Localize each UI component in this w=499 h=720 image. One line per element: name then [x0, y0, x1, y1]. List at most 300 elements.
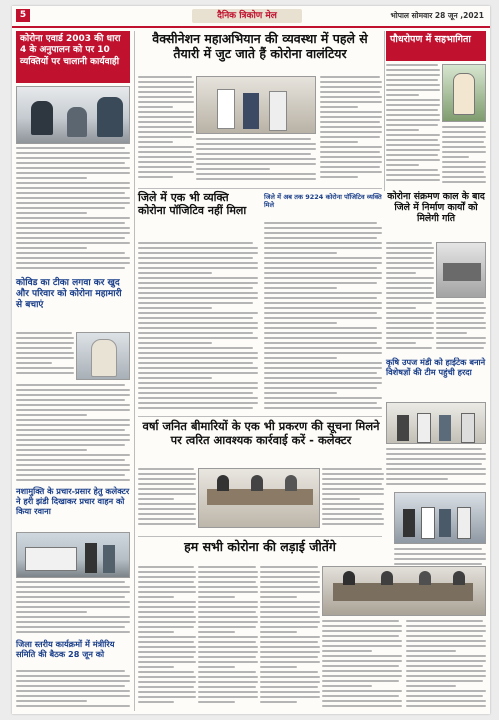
text-line	[386, 154, 438, 156]
text-line	[264, 372, 377, 374]
story-11-body-column-3	[260, 566, 320, 710]
text-line	[320, 106, 358, 108]
text-line	[386, 164, 419, 166]
text-line	[16, 434, 130, 436]
text-line	[264, 267, 377, 269]
text-line	[386, 342, 416, 344]
story-8-body	[386, 448, 486, 488]
text-line	[260, 626, 318, 628]
text-line	[196, 148, 316, 150]
story-2-photo-1	[196, 76, 316, 134]
text-line	[264, 387, 377, 389]
text-line	[386, 307, 416, 309]
text-line	[386, 124, 438, 126]
text-line	[138, 367, 258, 369]
text-line	[138, 86, 194, 88]
text-line	[138, 312, 258, 314]
text-line	[436, 327, 486, 329]
text-line	[138, 666, 174, 668]
text-line	[264, 327, 377, 329]
story-11-photo	[322, 566, 486, 616]
text-line	[320, 96, 382, 98]
text-line	[138, 686, 194, 688]
text-line	[386, 74, 440, 76]
text-line	[386, 262, 434, 264]
text-line	[386, 179, 440, 181]
text-line	[260, 666, 297, 668]
text-line	[264, 312, 377, 314]
text-line	[138, 146, 194, 148]
text-line	[260, 631, 297, 633]
text-line	[406, 680, 483, 682]
text-line	[196, 158, 316, 160]
text-line	[386, 144, 440, 146]
text-line	[322, 635, 399, 637]
story-10-body	[16, 581, 130, 637]
text-line	[322, 675, 402, 677]
text-line	[138, 161, 194, 163]
text-line	[386, 94, 419, 96]
text-line	[386, 327, 434, 329]
text-line	[138, 581, 194, 583]
text-line	[442, 136, 486, 138]
text-line	[16, 167, 130, 169]
story-9-body	[138, 468, 196, 532]
text-line	[138, 626, 194, 628]
story-7-headline: कोविड का टीका लगवा कर खुद और परिवार को कोरोना महामारी से बचाएं	[16, 278, 122, 310]
text-line	[138, 576, 196, 578]
text-line	[264, 257, 382, 259]
text-line	[138, 347, 253, 349]
text-line	[198, 616, 258, 618]
text-line	[322, 508, 384, 510]
story-4-body	[138, 242, 258, 412]
section-divider	[138, 536, 382, 537]
text-line	[436, 347, 484, 349]
text-line	[138, 591, 196, 593]
text-line	[16, 384, 125, 386]
text-line	[386, 174, 440, 176]
text-line	[16, 257, 130, 259]
text-line	[442, 126, 484, 128]
text-line	[196, 178, 316, 180]
text-line	[406, 685, 456, 687]
text-line	[138, 382, 258, 384]
text-line	[264, 232, 382, 234]
text-line	[198, 621, 258, 623]
story-11-headline: हम सभी कोरोना की लड़ाई जीतेंगे	[184, 539, 336, 554]
dateline: भोपाल सोमवार 28 जून ,2021	[390, 11, 484, 20]
text-line	[138, 696, 196, 698]
text-line	[198, 646, 258, 648]
text-line	[406, 630, 486, 632]
text-line	[138, 81, 194, 83]
text-line	[322, 685, 372, 687]
text-line	[16, 162, 125, 164]
text-line	[196, 173, 316, 175]
text-line	[16, 586, 130, 588]
text-line	[322, 620, 399, 622]
text-line	[442, 181, 486, 183]
text-line	[16, 474, 125, 476]
text-line	[436, 322, 486, 324]
text-line	[322, 630, 402, 632]
text-line	[16, 670, 125, 672]
text-line	[16, 695, 130, 697]
text-line	[16, 616, 130, 618]
text-line	[138, 131, 194, 133]
text-line	[264, 242, 382, 244]
text-line	[16, 581, 125, 583]
text-line	[138, 392, 253, 394]
text-line	[138, 656, 194, 658]
text-line	[406, 620, 483, 622]
text-line	[198, 631, 235, 633]
text-line	[406, 700, 486, 702]
text-line	[394, 563, 482, 565]
text-line	[264, 247, 382, 249]
text-line	[442, 141, 484, 143]
text-line	[260, 596, 297, 598]
text-line	[138, 282, 258, 284]
text-line	[16, 449, 87, 451]
text-line	[198, 626, 256, 628]
text-line	[198, 641, 256, 643]
text-line	[198, 666, 235, 668]
text-line	[386, 89, 440, 91]
text-line	[138, 701, 174, 703]
text-line	[322, 523, 384, 525]
story-8-headline: कृषि उपज मंडी को हाईटेक बनाने विशेषज्ञों की टीम पहुंची हरदा	[386, 357, 486, 377]
text-line	[16, 247, 87, 249]
text-line	[198, 661, 258, 663]
text-line	[264, 332, 382, 334]
story-12-body	[16, 670, 130, 710]
text-line	[16, 217, 130, 219]
text-line	[138, 111, 194, 113]
text-line	[322, 468, 382, 470]
text-line	[16, 444, 125, 446]
story-3-photo	[442, 64, 486, 122]
text-line	[138, 611, 194, 613]
text-line	[138, 322, 258, 324]
text-line	[198, 656, 256, 658]
text-line	[138, 166, 192, 168]
text-line	[322, 625, 402, 627]
text-line	[406, 690, 486, 692]
text-line	[16, 394, 130, 396]
text-line	[442, 131, 486, 133]
text-line	[264, 222, 377, 224]
text-line	[322, 655, 402, 657]
text-line	[138, 468, 194, 470]
text-line	[16, 177, 87, 179]
text-line	[386, 287, 432, 289]
text-line	[442, 176, 486, 178]
text-line	[264, 227, 382, 229]
text-line	[260, 601, 320, 603]
text-line	[320, 156, 382, 158]
text-line	[386, 134, 440, 136]
story-9-photo-2	[394, 492, 486, 544]
text-line	[320, 91, 380, 93]
text-line	[138, 262, 258, 264]
text-line	[138, 352, 258, 354]
story-3-headline: पौधरोपण में सहभागिता	[386, 31, 486, 61]
text-line	[322, 660, 402, 662]
text-line	[138, 327, 258, 329]
text-line	[138, 292, 258, 294]
text-line	[436, 302, 484, 304]
text-line	[16, 601, 130, 603]
text-line	[198, 586, 258, 588]
story-6-photo	[436, 242, 486, 298]
text-line	[138, 247, 258, 249]
story-11-body-column-5	[406, 620, 486, 710]
text-line	[138, 508, 196, 510]
text-line	[138, 372, 258, 374]
text-line	[394, 553, 486, 555]
text-line	[260, 636, 320, 638]
text-line	[16, 419, 130, 421]
text-line	[260, 621, 320, 623]
story-5-headline: जिले में अब तक 9224 कोरोना पॉजिटिव व्यक्ति मिले	[264, 193, 382, 209]
text-line	[264, 357, 337, 359]
text-line	[138, 377, 212, 379]
text-line	[264, 322, 337, 324]
text-line	[16, 252, 125, 254]
text-line	[138, 478, 196, 480]
text-line	[198, 681, 258, 683]
story-1-photo	[16, 86, 130, 144]
page-number: 5	[16, 9, 30, 22]
text-line	[264, 407, 382, 409]
story-6-body	[386, 242, 434, 352]
text-line	[138, 571, 196, 573]
text-line	[138, 483, 194, 485]
text-line	[322, 690, 402, 692]
text-line	[138, 641, 194, 643]
text-line	[386, 302, 432, 304]
text-line	[198, 686, 256, 688]
text-line	[138, 267, 258, 269]
text-line	[16, 237, 125, 239]
text-line	[386, 114, 440, 116]
text-line	[386, 119, 440, 121]
text-line	[138, 76, 192, 78]
text-line	[198, 671, 256, 673]
text-line	[16, 690, 130, 692]
text-line	[138, 121, 192, 123]
text-line	[442, 156, 469, 158]
story-12-headline: जिला स्तरीय कार्यक्रमों में मंत्रीरिय समिति की बैठक 28 जून को	[16, 639, 115, 659]
story-7-photo	[76, 332, 130, 380]
story-5-body	[264, 222, 382, 412]
text-line	[322, 473, 384, 475]
text-line	[264, 282, 377, 284]
text-line	[16, 182, 130, 184]
text-line	[322, 518, 384, 520]
text-line	[386, 84, 440, 86]
newspaper-page	[12, 6, 490, 714]
text-line	[264, 297, 377, 299]
text-line	[386, 463, 482, 465]
text-line	[196, 138, 311, 140]
text-line	[436, 337, 486, 339]
text-line	[16, 147, 125, 149]
text-line	[436, 342, 486, 344]
text-line	[264, 337, 382, 339]
text-line	[386, 252, 434, 254]
text-line	[138, 252, 258, 254]
story-7-body	[16, 332, 74, 380]
text-line	[260, 571, 320, 573]
text-line	[138, 651, 196, 653]
text-line	[16, 207, 125, 209]
text-line	[394, 548, 482, 550]
text-line	[264, 402, 377, 404]
text-line	[386, 69, 440, 71]
text-line	[386, 64, 438, 66]
text-line	[138, 473, 196, 475]
text-line	[16, 332, 72, 334]
text-line	[138, 332, 253, 334]
text-line	[16, 680, 130, 682]
text-line	[198, 576, 258, 578]
text-line	[198, 606, 258, 608]
text-line	[198, 611, 256, 613]
text-line	[138, 136, 192, 138]
story-11-body	[138, 566, 196, 710]
text-line	[138, 407, 253, 409]
story-2-body	[138, 76, 194, 184]
text-line	[442, 166, 486, 168]
text-line	[198, 591, 258, 593]
text-line	[16, 357, 74, 359]
text-line	[260, 616, 320, 618]
story-2-body-column-3	[320, 76, 382, 184]
text-line	[198, 696, 258, 698]
story-10-photo	[16, 532, 130, 578]
text-line	[386, 317, 432, 319]
text-line	[386, 478, 448, 480]
text-line	[260, 591, 320, 593]
text-line	[386, 139, 438, 141]
column-divider	[384, 31, 385, 191]
text-line	[386, 458, 486, 460]
text-line	[320, 171, 382, 173]
story-9-body-column-3	[322, 468, 384, 532]
text-line	[386, 322, 434, 324]
text-line	[138, 513, 194, 515]
text-line	[322, 478, 384, 480]
text-line	[260, 671, 318, 673]
text-line	[320, 166, 380, 168]
text-line	[138, 357, 258, 359]
text-line	[386, 337, 434, 339]
story-7-body-continued	[16, 384, 130, 484]
text-line	[322, 695, 399, 697]
text-line	[406, 645, 486, 647]
text-line	[260, 566, 318, 568]
text-line	[16, 227, 130, 229]
text-line	[386, 277, 434, 279]
text-line	[138, 302, 253, 304]
text-line	[264, 237, 377, 239]
story-10-headline: नशामुक्ति के प्रचार-प्रसार हेतु कलेक्टर ने हरी झंडी दिखाकर प्रचार वाहन को किया रवाना	[16, 486, 130, 516]
text-line	[138, 171, 194, 173]
text-line	[320, 101, 382, 103]
text-line	[196, 153, 311, 155]
text-line	[138, 307, 212, 309]
text-line	[16, 700, 87, 702]
text-line	[260, 651, 320, 653]
text-line	[198, 601, 258, 603]
text-line	[260, 676, 320, 678]
text-line	[322, 700, 402, 702]
text-line	[322, 488, 384, 490]
text-line	[138, 101, 194, 103]
text-line	[436, 312, 486, 314]
text-line	[196, 163, 316, 165]
text-line	[16, 469, 130, 471]
story-2-headline: वैक्सीनेशन महाअभियान की व्यवस्था में पहले से तैयारी में जुट जाते हैं कोरोना वालंटियर	[152, 31, 368, 61]
text-line	[138, 116, 194, 118]
text-line	[138, 402, 258, 404]
text-line	[138, 636, 196, 638]
text-line	[406, 675, 486, 677]
text-line	[198, 596, 235, 598]
text-line	[264, 367, 382, 369]
text-line	[322, 680, 399, 682]
text-line	[436, 307, 486, 309]
text-line	[16, 606, 130, 608]
text-line	[320, 81, 382, 83]
text-line	[138, 586, 196, 588]
text-line	[264, 317, 382, 319]
text-line	[16, 337, 74, 339]
text-line	[138, 277, 258, 279]
text-line	[386, 332, 432, 334]
text-line	[264, 377, 382, 379]
text-line	[264, 287, 337, 289]
text-line	[16, 404, 130, 406]
text-line	[138, 493, 196, 495]
text-line	[16, 157, 130, 159]
text-line	[260, 646, 320, 648]
text-line	[138, 606, 196, 608]
text-line	[16, 675, 130, 677]
text-line	[386, 347, 432, 349]
text-line	[16, 626, 125, 628]
text-line	[386, 468, 486, 470]
text-line	[406, 670, 486, 672]
text-line	[406, 650, 456, 652]
text-line	[16, 429, 125, 431]
text-line	[196, 143, 316, 145]
text-line	[260, 686, 318, 688]
text-line	[260, 581, 318, 583]
text-line	[138, 646, 196, 648]
text-line	[442, 161, 486, 163]
text-line	[264, 397, 382, 399]
masthead-rule	[12, 26, 490, 28]
text-line	[322, 513, 382, 515]
text-line	[138, 362, 253, 364]
text-line	[138, 272, 212, 274]
text-line	[320, 131, 382, 133]
text-line	[386, 257, 432, 259]
